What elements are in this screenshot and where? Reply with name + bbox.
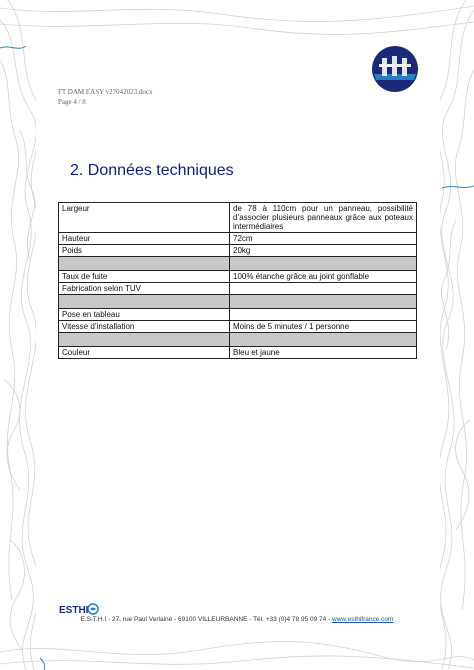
- company-logo-icon: [370, 44, 420, 94]
- table-row: [59, 309, 417, 321]
- separator-cell: [59, 333, 230, 347]
- esthi-logo-text: ESTHI: [59, 605, 89, 616]
- spec-label: Poids: [59, 245, 230, 257]
- spec-value: Bleu et jaune: [230, 347, 417, 359]
- spec-value: 20kg: [230, 245, 417, 257]
- separator-row: [59, 295, 417, 309]
- spec-value: 100% étanche grâce au joint gonflable: [230, 271, 417, 283]
- document-meta: [58, 87, 153, 107]
- spec-label: Taux de fuite: [59, 271, 230, 283]
- table-row: [59, 347, 417, 359]
- footer-address: [0, 616, 474, 623]
- page-number: Page 4 / 8: [58, 98, 86, 106]
- table-row: [59, 233, 417, 245]
- table-row: [59, 271, 417, 283]
- website-link[interactable]: www.esthifrance.com: [332, 616, 394, 623]
- spec-label: Largeur: [59, 203, 230, 233]
- spec-label: Pose en tableau: [59, 309, 230, 321]
- table-row: [59, 321, 417, 333]
- spec-value: 72cm: [230, 233, 417, 245]
- separator-row: [59, 257, 417, 271]
- spec-label: Hauteur: [59, 233, 230, 245]
- spec-label: Fabrication selon TUV: [59, 283, 230, 295]
- separator-row: [59, 333, 417, 347]
- spec-value: [230, 309, 417, 321]
- section-title: 2. Données techniques: [70, 162, 234, 179]
- technical-specs-table: [58, 202, 417, 359]
- footer-address-text: E.S.T.H.I - 27, rue Paul Verlaine - 69100 VILLEURBANNE - Tél. +33 (0)4 78 95 09 74 -: [80, 616, 333, 623]
- separator-cell: [230, 257, 417, 271]
- separator-cell: [230, 333, 417, 347]
- esthi-logo-icon: [59, 602, 99, 616]
- separator-cell: [230, 295, 417, 309]
- spec-value: [230, 283, 417, 295]
- table-row: [59, 245, 417, 257]
- separator-cell: [59, 257, 230, 271]
- table-row: [59, 283, 417, 295]
- file-name: FT DAM EASY v27042023.docx: [58, 88, 153, 96]
- spec-label: Couleur: [59, 347, 230, 359]
- table-row: [59, 203, 417, 233]
- spec-value: de 78 à 110cm pour un panneau, possibilité d’associer plusieurs panneaux grâce aux poteaux intermédiaires: [230, 203, 417, 233]
- spec-label: Vitesse d’installation: [59, 321, 230, 333]
- spec-value: Moins de 5 minutes / 1 personne: [230, 321, 417, 333]
- separator-cell: [59, 295, 230, 309]
